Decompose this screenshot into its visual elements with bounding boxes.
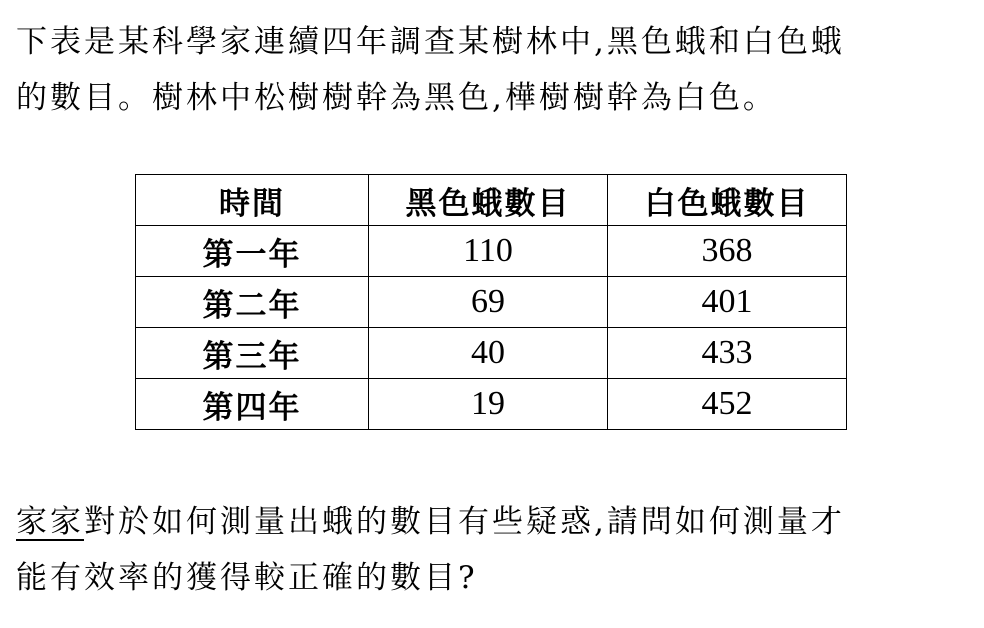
black-moth-count: 40 <box>369 328 608 379</box>
row-label: 第四年 <box>136 379 369 430</box>
white-moth-count: 368 <box>608 226 847 277</box>
row-label: 第三年 <box>136 328 369 379</box>
table-row <box>136 328 847 379</box>
white-moth-count: 401 <box>608 277 847 328</box>
question-line-1-text: 對於如何測量出蛾的數目有些疑惑,請問如何測量才 <box>84 504 845 540</box>
white-moth-count: 452 <box>608 379 847 430</box>
moth-count-table <box>135 174 847 430</box>
black-moth-count: 110 <box>369 226 608 277</box>
intro-paragraph <box>16 14 845 126</box>
table-header-row <box>136 175 847 226</box>
row-label: 第二年 <box>136 277 369 328</box>
header-black-moth: 黑色蛾數目 <box>369 175 608 226</box>
header-white-moth: 白色蛾數目 <box>608 175 847 226</box>
black-moth-count: 19 <box>369 379 608 430</box>
person-name: 家家 <box>16 504 84 540</box>
question-paragraph <box>16 494 845 606</box>
header-time: 時間 <box>136 175 369 226</box>
black-moth-count: 69 <box>369 277 608 328</box>
intro-line-2: 的數目。樹林中松樹樹幹為黑色,樺樹樹幹為白色。 <box>16 80 777 116</box>
table-row <box>136 277 847 328</box>
row-label: 第一年 <box>136 226 369 277</box>
table-row <box>136 379 847 430</box>
table-row <box>136 226 847 277</box>
question-line-2: 能有效率的獲得較正確的數目? <box>16 560 478 596</box>
white-moth-count: 433 <box>608 328 847 379</box>
intro-line-1: 下表是某科學家連續四年調查某樹林中,黑色蛾和白色蛾 <box>16 24 845 60</box>
question-line-1 <box>16 494 845 550</box>
